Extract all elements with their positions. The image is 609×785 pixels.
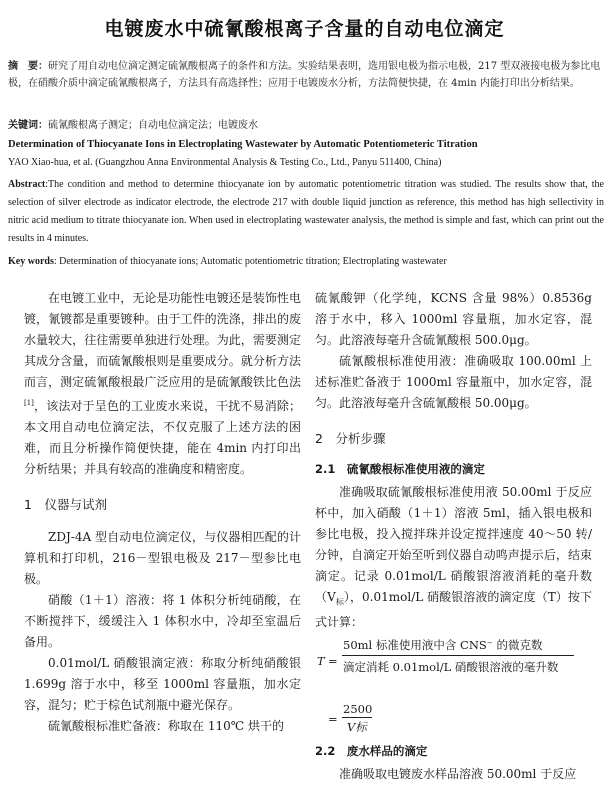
- keywords-text: 硫氰酸根离子测定；自动电位滴定法；电镀废水: [48, 120, 258, 131]
- right-column: [315, 288, 592, 785]
- english-abstract: [8, 176, 604, 248]
- abstract-label: 摘 要：: [8, 61, 48, 72]
- intro-text-part1: 在电镀工业中，无论是功能性电镀还是装饰性电镀，氰镀都是重要镀种。由于工件的洗涤，排出的废水量较大，往往需要单独进行处理。为此，需要测定其成分含量，而硫氰酸根则是重要成分。就分析方法而言，测定硫氰酸根最广泛应用的是硫氰酸铁比色法: [24, 291, 301, 389]
- section-1-heading: 1 仪器与试剂: [24, 497, 107, 512]
- abstract-text: 研究了用自动电位滴定测定硫氰酸根离子的条件和方法。实验结果表明，选用银电极为指示电极，217 型双液接电极为参比电极，在硝酸介质中滴定硫氰酸根离子，方法具有高选择性；应用于电镀废水分析，方法简便快捷，在 4min 内能打印出分析结果。: [8, 61, 601, 89]
- titer-formula-simplified: [315, 699, 592, 739]
- subsection-2-2-heading: 2.2 废水样品的滴定: [315, 744, 428, 759]
- chinese-keywords: [8, 118, 604, 134]
- formula-equals-2: =: [328, 712, 338, 727]
- chinese-abstract: [8, 58, 604, 92]
- english-title: Determination of Thiocyanate Ions in Electroplating Wastewater by Automatic Potentiometeric Titration: [8, 139, 478, 150]
- formula-numerator-2: 2500: [343, 702, 373, 717]
- formula-lhs: T: [317, 654, 325, 669]
- intro-paragraph: [24, 288, 301, 480]
- procedure-2-2-paragraph: 准确吸取电镀废水样品溶液 50.00ml 于反应: [339, 767, 577, 782]
- silver-nitrate-paragraph: 0.01mol/L 硝酸银滴定液：称取分析纯硝酸银 1.699g 溶于水中，移至 1000ml 容量瓶，加水定容，混匀；贮于棕色试剂瓶中避光保存。: [24, 656, 301, 712]
- formula-denominator-2: V标: [347, 720, 367, 735]
- section-2-heading: 2 分析步骤: [315, 431, 386, 446]
- working-solution-paragraph: 硫氰酸根标准使用液：准确吸取 100.00ml 上述标准贮备液于 1000ml 容量瓶中，加水定容，混匀。此溶液每毫升含硫氰酸根 50.00μg。: [315, 354, 592, 410]
- procedure-2-1-text: 准确吸取硫氰酸根标准使用液 50.00ml 于反应杯中，加入硝酸（1＋1）溶液 5ml，插入银电极和参比电极，投入搅拌珠并设定搅拌速度 40～50 转/分钟，自滴定开始至听到仪器自动鸣声提示后，结束滴定。记录 0.01mol/L 硝酸银溶液消耗的毫升数（V: [315, 485, 592, 604]
- english-keywords: [8, 254, 604, 269]
- formula-equals: =: [328, 654, 338, 669]
- paper-title: 电镀废水中硫氰酸根离子含量的自动电位滴定: [104, 18, 505, 40]
- titer-formula: [315, 635, 592, 699]
- procedure-2-1-end: ），0.01mol/L 硝酸银溶液的滴定度（T）按下式计算：: [315, 590, 593, 630]
- stock-solution-continued: 硫氰酸钾（化学纯，KCNS 含量 98%）0.8536g 溶于水中，移入 1000ml 容量瓶，加水定容，混匀。此溶液每毫升含硫氰酸根 500.0μg。: [315, 291, 592, 347]
- reference-mark: [1]: [24, 399, 34, 407]
- nitric-acid-paragraph: 硝酸（1＋1）溶液：将 1 体积分析纯硝酸，在不断搅拌下，缓缓注入 1 体积水中，冷却至室温后备用。: [24, 593, 301, 649]
- fraction-bar: [342, 655, 574, 656]
- left-column: [24, 288, 301, 737]
- instruments-paragraph: ZDJ-4A 型自动电位滴定仪，与仪器相匹配的计算机和打印机，216－型银电极及 217－型参比电极。: [24, 530, 301, 586]
- formula-denominator: 滴定消耗 0.01mol/L 硝酸银溶液的毫升数: [343, 660, 559, 675]
- english-authors: YAO Xiao-hua, et al. (Guangzhou Anna Environmental Analysis & Testing Co., Ltd., Panyu 511400, China): [8, 157, 442, 168]
- intro-text-part2: ，该法对于呈色的工业废水来说，干扰不易消除；本文用自动电位滴定法，不仅克服了上述方法的困难，而且分析操作简便快捷，能在 4min 内打印出分析结果；并具有较高的准确度和精密度。: [24, 399, 301, 476]
- subsection-2-1-heading: 2.1 硫氰酸根标准使用液的滴定: [315, 462, 485, 476]
- english-abstract-label: Abstract: [8, 179, 46, 190]
- stock-solution-paragraph: 硫氰酸根标准贮备液：称取在 110℃ 烘干的: [48, 719, 284, 733]
- formula-numerator: 50ml 标准使用液中含 CNS⁻ 的微克数: [343, 638, 543, 653]
- english-keywords-text: : Determination of thiocyanate ions; Automatic potentiometric titration; Electroplating wastewater: [53, 256, 447, 267]
- procedure-2-1-paragraph: [315, 482, 592, 633]
- keywords-label: 关键词：: [8, 120, 48, 131]
- english-keywords-label: Key words: [8, 256, 54, 267]
- english-abstract-text: :The condition and method to determine thiocyanate ion by automatic potentiometric titration was studied. The results show that, the selection of silver electrode as indicator electrode, the electrode 217 with double liquid junction as reference, this method has high sellectivity in nitric acid medium to titrate thiocyanate ion. When used in electroplating wastewater analysis, the method is simple and fast, which can print out the results in 4 minutes.: [8, 179, 604, 244]
- volume-subscript: 标: [335, 597, 344, 607]
